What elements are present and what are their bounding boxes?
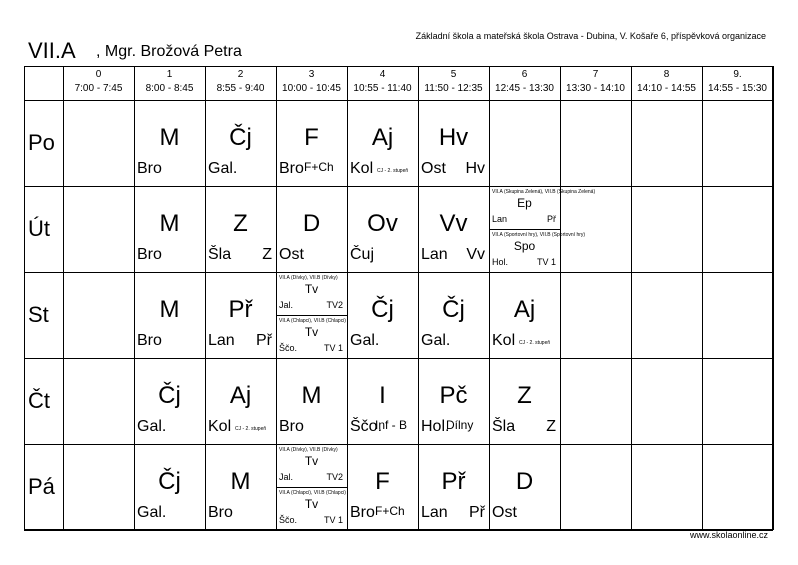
lesson-subject[interactable]: Př bbox=[228, 296, 253, 323]
lesson-subject[interactable]: M bbox=[301, 382, 322, 409]
grid-hline bbox=[24, 186, 773, 187]
lesson-subject[interactable]: Čj bbox=[371, 296, 394, 323]
lesson-room: Hv bbox=[465, 160, 485, 177]
lesson-subject[interactable]: M bbox=[159, 296, 180, 323]
day-label: St bbox=[28, 302, 49, 327]
lesson-subject[interactable]: I bbox=[379, 382, 386, 409]
lesson-room: TV2 bbox=[326, 300, 343, 310]
lesson-room: Z bbox=[546, 418, 556, 435]
period-number: 9. bbox=[733, 69, 742, 80]
lesson-subject[interactable]: D bbox=[515, 468, 534, 495]
lesson-teacher: Bro bbox=[137, 160, 162, 177]
group-label: VII.A (Chlapci), VII.B (Chlapci) bbox=[279, 318, 346, 324]
split-divider bbox=[276, 487, 347, 488]
day-label: Po bbox=[28, 130, 55, 155]
lesson-subject[interactable]: Z bbox=[517, 382, 532, 409]
lesson-subject[interactable]: Čj bbox=[229, 124, 252, 151]
grid-hline bbox=[24, 100, 773, 101]
lesson-teacher: Šla bbox=[208, 246, 232, 263]
period-number: 5 bbox=[450, 69, 457, 80]
lesson-teacher: Ost bbox=[492, 504, 517, 521]
lesson-teacher: Gal. bbox=[421, 332, 451, 349]
lesson-room: F+Ch bbox=[304, 160, 334, 174]
grid-vline bbox=[631, 66, 632, 530]
lesson-room: TV2 bbox=[326, 472, 343, 482]
lesson-teacher: Hol. bbox=[421, 418, 450, 435]
lesson-subject[interactable]: M bbox=[159, 210, 180, 237]
lesson-subject[interactable]: D bbox=[302, 210, 321, 237]
lesson-note: CJ - 2. stupeň bbox=[519, 340, 551, 346]
lesson-subject[interactable]: Aj bbox=[229, 382, 252, 409]
lesson-room: F+Ch bbox=[375, 504, 405, 518]
lesson-note: CJ - 2. stupeň bbox=[377, 168, 409, 174]
lesson-teacher: Lan bbox=[421, 504, 448, 521]
split-divider bbox=[489, 229, 560, 230]
lesson-teacher: Ščo. bbox=[350, 418, 383, 435]
lesson-teacher: Jal. bbox=[279, 300, 294, 310]
day-label: Pá bbox=[28, 474, 55, 499]
lesson-teacher: Lan bbox=[208, 332, 235, 349]
lesson-subject[interactable]: M bbox=[230, 468, 251, 495]
lesson-teacher: Ost bbox=[279, 246, 304, 263]
lesson-room: Vv bbox=[466, 246, 485, 263]
class-teacher: , Mgr. Brožová Petra bbox=[96, 43, 242, 60]
lesson-teacher: Gal. bbox=[350, 332, 380, 349]
lesson-room: TV 1 bbox=[536, 257, 556, 267]
period-time: 12:45 - 13:30 bbox=[495, 83, 554, 94]
lesson-subject[interactable]: Ep bbox=[517, 196, 532, 210]
period-time: 13:30 - 14:10 bbox=[566, 83, 625, 94]
period-time: 10:00 - 10:45 bbox=[282, 83, 341, 94]
lesson-teacher: Bro bbox=[350, 504, 375, 521]
lesson-room: Př bbox=[469, 504, 485, 521]
lesson-room: Př bbox=[547, 214, 556, 224]
grid-hline bbox=[24, 444, 773, 445]
lesson-room: TV 1 bbox=[323, 515, 343, 525]
lesson-teacher: Jal. bbox=[279, 472, 294, 482]
lesson-subject[interactable]: Hv bbox=[438, 124, 469, 151]
grid-vline bbox=[560, 66, 561, 530]
lesson-room: TV 1 bbox=[323, 343, 343, 353]
lesson-teacher: Lan bbox=[492, 214, 508, 224]
period-number: 0 bbox=[95, 69, 102, 80]
period-number: 8 bbox=[663, 69, 670, 80]
lesson-teacher: Ščo. bbox=[279, 343, 298, 353]
period-time: 8:55 - 9:40 bbox=[216, 83, 265, 94]
lesson-teacher: Kol bbox=[208, 418, 232, 435]
lesson-subject[interactable]: Čj bbox=[158, 382, 181, 409]
lesson-teacher: Lan bbox=[421, 246, 448, 263]
period-number: 6 bbox=[521, 69, 528, 80]
lesson-teacher: Kol bbox=[492, 332, 516, 349]
period-time: 8:00 - 8:45 bbox=[145, 83, 194, 94]
lesson-subject[interactable]: M bbox=[159, 124, 180, 151]
lesson-teacher: Bro bbox=[279, 418, 304, 435]
period-number: 2 bbox=[237, 69, 244, 80]
period-time: 14:55 - 15:30 bbox=[708, 83, 767, 94]
lesson-subject[interactable]: Ov bbox=[367, 210, 398, 237]
grid-hline bbox=[24, 530, 773, 531]
lesson-teacher: Ost bbox=[421, 160, 446, 177]
lesson-subject[interactable]: Tv bbox=[304, 497, 319, 511]
group-label: VII.A (Dívky), VII.B (Dívky) bbox=[279, 275, 338, 281]
lesson-teacher: Hol. bbox=[492, 257, 509, 267]
lesson-teacher: Čuj bbox=[350, 246, 375, 263]
lesson-teacher: Šla bbox=[492, 418, 516, 435]
school-name: Základní škola a mateřská škola Ostrava - Dubina, V. Košaře 6, příspěvková organizace bbox=[415, 31, 766, 41]
lesson-teacher: Bro bbox=[137, 246, 162, 263]
group-label: VII.A (Chlapci), VII.B (Chlapci) bbox=[279, 490, 346, 496]
group-label: VII.A (Sportovní hry), VII.B (Sportovní hry) bbox=[492, 232, 586, 238]
lesson-teacher: Gal. bbox=[137, 504, 167, 521]
lesson-room: Dílny bbox=[446, 418, 474, 432]
day-label: Čt bbox=[28, 388, 50, 413]
lesson-teacher: Ščo. bbox=[279, 515, 298, 525]
lesson-subject[interactable]: Pč bbox=[439, 382, 468, 409]
lesson-note: CJ - 2. stupeň bbox=[235, 426, 267, 432]
lesson-subject[interactable]: Tv bbox=[304, 325, 319, 339]
lesson-subject[interactable]: Tv bbox=[304, 282, 319, 296]
period-number: 4 bbox=[379, 69, 386, 80]
period-number: 3 bbox=[308, 69, 315, 80]
lesson-subject[interactable]: F bbox=[375, 468, 390, 495]
lesson-teacher: Bro bbox=[279, 160, 304, 177]
lesson-teacher: Bro bbox=[208, 504, 233, 521]
lesson-subject[interactable]: Spo bbox=[513, 239, 536, 253]
period-time: 14:10 - 14:55 bbox=[637, 83, 696, 94]
period-time: 7:00 - 7:45 bbox=[74, 83, 123, 94]
period-number: 1 bbox=[166, 69, 173, 80]
lesson-subject[interactable]: Tv bbox=[304, 454, 319, 468]
day-label: Út bbox=[28, 216, 50, 241]
group-label: VII.A (Dívky), VII.B (Dívky) bbox=[279, 447, 338, 453]
lesson-subject[interactable]: Čj bbox=[442, 296, 465, 323]
grid-vline bbox=[773, 66, 774, 530]
grid-vline bbox=[63, 66, 64, 530]
period-time: 10:55 - 11:40 bbox=[353, 83, 412, 94]
class-title: VII.A bbox=[28, 38, 76, 63]
lesson-room: Z bbox=[262, 246, 272, 263]
grid-vline bbox=[702, 66, 703, 530]
group-label: VII.A (Skupina Zelená), VII.B (Skupina Zelená) bbox=[492, 189, 596, 195]
lesson-subject[interactable]: F bbox=[304, 124, 319, 151]
lesson-subject[interactable]: Aj bbox=[513, 296, 536, 323]
period-number: 7 bbox=[592, 69, 599, 80]
lesson-room: Př bbox=[256, 332, 272, 349]
grid-hline bbox=[24, 272, 773, 273]
lesson-teacher: Gal. bbox=[208, 160, 238, 177]
lesson-subject[interactable]: Z bbox=[233, 210, 248, 237]
lesson-teacher: Bro bbox=[137, 332, 162, 349]
period-time: 11:50 - 12:35 bbox=[424, 83, 483, 94]
split-divider bbox=[276, 315, 347, 316]
footer-link[interactable]: www.skolaonline.cz bbox=[689, 530, 768, 540]
lesson-subject[interactable]: Čj bbox=[158, 468, 181, 495]
lesson-subject[interactable]: Př bbox=[441, 468, 466, 495]
grid-hline bbox=[24, 358, 773, 359]
lesson-room: Inf - B bbox=[375, 418, 408, 432]
lesson-subject[interactable]: Vv bbox=[439, 210, 468, 237]
lesson-subject[interactable]: Aj bbox=[371, 124, 394, 151]
lesson-teacher: Gal. bbox=[137, 418, 167, 435]
lesson-teacher: Kol bbox=[350, 160, 374, 177]
